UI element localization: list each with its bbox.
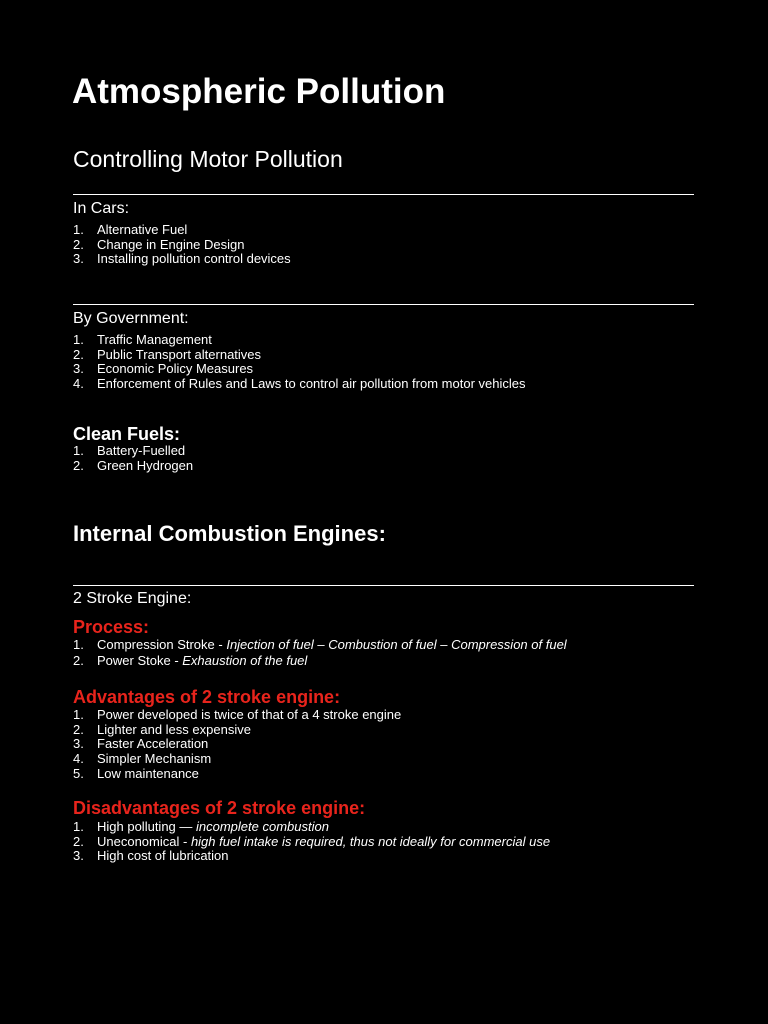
item-text: Lighter and less expensive	[97, 721, 251, 737]
list-item	[73, 820, 550, 835]
item-text: Alternative Fuel	[97, 222, 188, 237]
item-italic-text: high fuel intake is required, thus not ideally for commercial use	[190, 833, 551, 849]
item-text: Simpler Mechanism	[97, 751, 212, 767]
clean-fuels-heading: Clean Fuels:	[73, 424, 181, 444]
item-text: Enforcement of Rules and Laws to control air pollution from motor vehicles	[97, 376, 526, 392]
list-item	[73, 654, 567, 669]
in-cars-list	[73, 223, 291, 267]
item-number: 1.	[73, 332, 84, 347]
list-item	[73, 377, 525, 392]
list-item	[73, 752, 401, 767]
process-heading: Process:	[73, 617, 150, 637]
item-number: 3.	[73, 361, 84, 377]
disadvantages-heading: Disadvantages of 2 stroke engine:	[73, 798, 366, 818]
list-item	[73, 723, 401, 738]
list-item	[73, 835, 550, 850]
item-number: 3.	[73, 251, 84, 267]
page-subtitle: Controlling Motor Pollution	[73, 146, 343, 172]
item-number: 1.	[73, 819, 84, 834]
item-number: 1.	[73, 222, 84, 237]
divider	[73, 194, 694, 195]
item-number: 2.	[73, 236, 84, 252]
item-number: 1.	[73, 443, 84, 458]
item-number: 4.	[73, 751, 84, 767]
item-text: Green Hydrogen	[97, 457, 194, 473]
item-number: 2.	[73, 346, 84, 362]
two-stroke-label: 2 Stroke Engine:	[73, 590, 192, 607]
item-text: Economic Policy Measures	[97, 361, 254, 377]
list-item	[73, 238, 291, 253]
list-item	[73, 459, 193, 474]
by-government-list	[73, 333, 525, 392]
item-text: Uneconomical -	[97, 833, 191, 849]
item-number: 2.	[73, 457, 84, 473]
item-text: High cost of lubrication	[97, 848, 229, 864]
in-cars-label: In Cars:	[73, 200, 130, 217]
list-item	[73, 737, 401, 752]
page-title: Atmospheric Pollution	[72, 72, 446, 111]
item-number: 2.	[73, 833, 84, 849]
item-text: Installing pollution control devices	[97, 251, 291, 267]
process-list	[73, 638, 567, 669]
item-text: Traffic Management	[97, 332, 212, 347]
ice-heading: Internal Combustion Engines:	[73, 521, 386, 546]
list-item	[73, 708, 401, 723]
divider	[73, 585, 694, 586]
item-text: Change in Engine Design	[97, 236, 245, 252]
item-number: 4.	[73, 376, 84, 392]
item-number: 2.	[73, 721, 84, 737]
list-item	[73, 333, 525, 348]
divider	[73, 304, 694, 305]
item-number: 1.	[73, 707, 84, 722]
clean-fuels-list	[73, 444, 193, 473]
list-item	[73, 252, 291, 267]
item-number: 1.	[73, 637, 84, 652]
by-government-label: By Government:	[73, 310, 189, 327]
list-item	[73, 223, 291, 238]
item-text: Power Stoke -	[97, 653, 183, 669]
list-item	[73, 362, 525, 377]
item-number: 2.	[73, 653, 84, 669]
item-text: Low maintenance	[97, 765, 199, 781]
item-text: Faster Acceleration	[97, 736, 209, 752]
item-italic-text: Injection of fuel – Combustion of fuel – Compression of fuel	[226, 637, 567, 652]
item-italic-text: incomplete combustion	[196, 819, 329, 834]
item-text: Power developed is twice of that of a 4 stroke engine	[97, 707, 402, 722]
item-italic-text: Exhaustion of the fuel	[182, 653, 308, 669]
list-item	[73, 444, 193, 459]
item-number: 3.	[73, 848, 84, 864]
list-item	[73, 348, 525, 363]
item-number: 5.	[73, 765, 84, 781]
advantages-list	[73, 708, 401, 781]
list-item	[73, 767, 401, 782]
item-text: Public Transport alternatives	[97, 346, 262, 362]
item-text: High polluting —	[97, 819, 196, 834]
advantages-heading: Advantages of 2 stroke engine:	[73, 687, 341, 707]
item-text: Compression Stroke -	[97, 637, 227, 652]
item-number: 3.	[73, 736, 84, 752]
item-text: Battery-Fuelled	[97, 443, 186, 458]
list-item	[73, 638, 567, 653]
list-item	[73, 849, 550, 864]
disadvantages-list	[73, 820, 550, 864]
